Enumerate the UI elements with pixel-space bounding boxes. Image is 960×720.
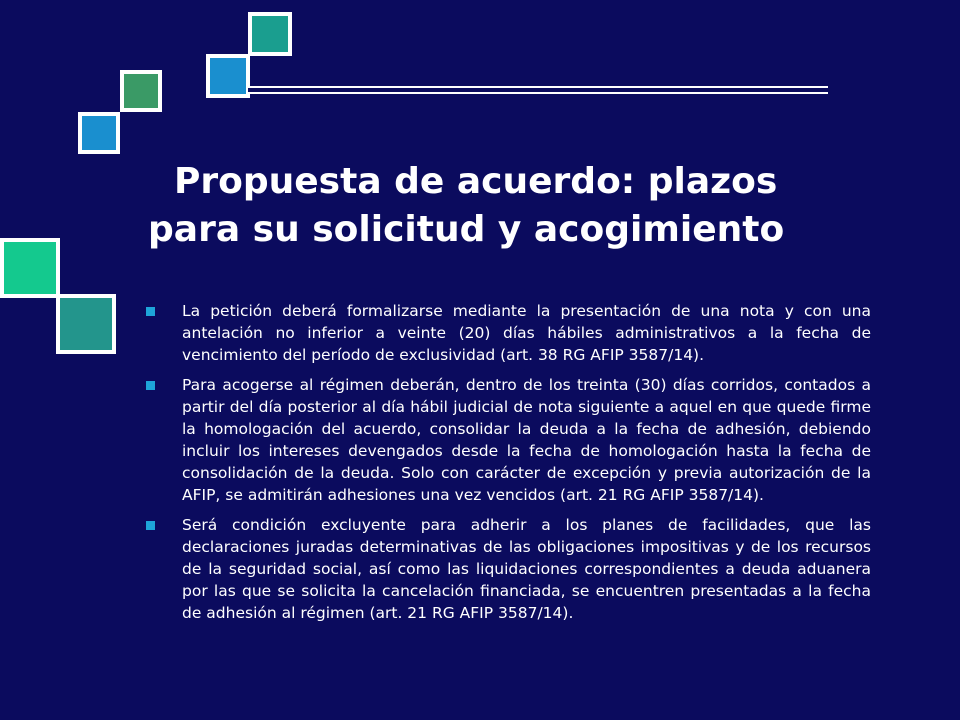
slide-title-line-1: Propuesta de acuerdo: plazos xyxy=(174,161,778,202)
slide-title-line-2: para su solicitud y acogimiento xyxy=(148,209,785,250)
decorative-square-green xyxy=(120,70,162,112)
decorative-line xyxy=(248,86,828,94)
bullet-square-icon xyxy=(146,307,155,316)
bullet-text: Para acogerse al régimen deberán, dentro de los treinta (30) días corridos, contados a partir del día posterior al día hábil judicial de nota siguiente a aquel en que quede firme la homologación del acuerdo, consolidar la deuda a la fecha de adhesión, debiendo incluir los intereses devengados desde la fecha de homologación hasta la fecha de consolidación de la deuda. Solo con carácter de excepción y previa autorización de la AFIP, se admitirán adhesiones una vez vencidos (art. 21 RG AFIP 3587/14). xyxy=(182,376,871,504)
bullet-item xyxy=(146,374,871,506)
decorative-square-blue-top xyxy=(206,54,250,98)
decorative-square-mint xyxy=(0,238,60,298)
slide-title xyxy=(140,158,860,254)
bullet-text: La petición deberá formalizarse mediante la presentación de una nota y con una antelación no inferior a veinte (20) días hábiles administrativos a la fecha de vencimiento del período de exclusividad (art. 38 RG AFIP 3587/14). xyxy=(182,302,871,364)
bullet-list xyxy=(146,300,871,632)
decorative-square-teal-top xyxy=(248,12,292,56)
bullet-square-icon xyxy=(146,381,155,390)
bullet-text: Será condición excluyente para adherir a los planes de facilidades, que las declaraciones juradas determinativas de las obligaciones impositivas y de los recursos de la seguridad social, así como las liquidaciones correspondientes a deuda aduanera por las que se solicita la cancelación financiada, se encuentren presentadas a la fecha de adhesión al régimen (art. 21 RG AFIP 3587/14). xyxy=(182,516,871,622)
bullet-item xyxy=(146,514,871,624)
decorative-square-dark-teal xyxy=(56,294,116,354)
decorative-square-blue xyxy=(78,112,120,154)
bullet-square-icon xyxy=(146,521,155,530)
bullet-item xyxy=(146,300,871,366)
